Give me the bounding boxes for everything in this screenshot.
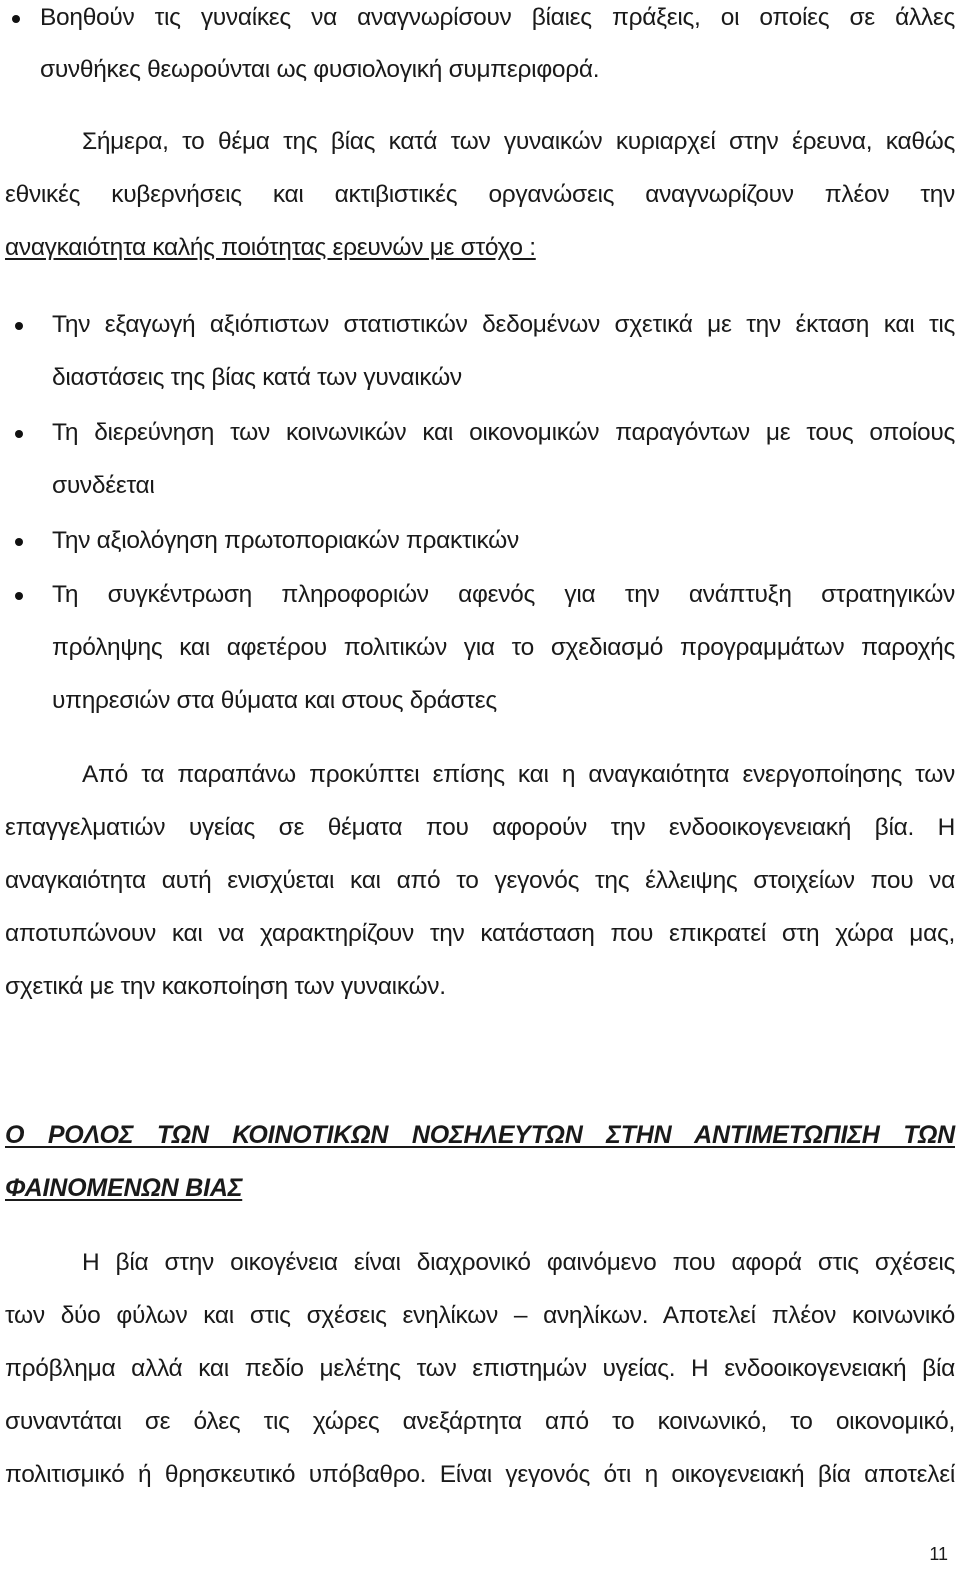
- bullet-marker: [15, 538, 23, 546]
- paragraph3-line-4: συναντάται σε όλες τις χώρες ανεξάρτητα από το κοινωνικό, το οικονομικό,: [5, 1408, 955, 1435]
- goal-1-line-2: διαστάσεις της βίας κατά των γυναικών: [52, 364, 462, 391]
- paragraph1-line-1: Σήμερα, το θέμα της βίας κατά των γυναικών κυριαρχεί στην έρευνα, καθώς: [82, 128, 955, 155]
- goal-4-line-2: πρόληψης και αφετέρου πολιτικών για το σχεδιασμό προγραμμάτων παροχής: [52, 634, 955, 661]
- goal-2-line-1: Τη διερεύνηση των κοινωνικών και οικονομικών παραγόντων με τους οποίους: [52, 419, 955, 446]
- paragraph2-line-5: σχετικά με την κακοποίηση των γυναικών.: [5, 973, 446, 1000]
- intro-bullet-line-2: συνθήκες θεωρούνται ως φυσιολογική συμπεριφορά.: [40, 56, 600, 83]
- paragraph1-line-2: εθνικές κυβερνήσεις και ακτιβιστικές οργανώσεις αναγνωρίζουν πλέον την: [5, 181, 955, 208]
- bullet-marker: [15, 430, 23, 438]
- paragraph1-line-3: αναγκαιότητα καλής ποιότητας ερευνών με στόχο :: [5, 234, 536, 261]
- paragraph3-line-2: των δύο φύλων και στις σχέσεις ενηλίκων – ανηλίκων. Αποτελεί πλέον κοινωνικό: [5, 1302, 955, 1329]
- paragraph2-line-4: αποτυπώνουν και να χαρακτηρίζουν την κατάσταση που επικρατεί στη χώρα μας,: [5, 920, 955, 947]
- bullet-marker: [12, 15, 20, 23]
- section-heading-line-1: Ο ΡΟΛΟΣ ΤΩΝ ΚΟΙΝΟΤΙΚΩΝ ΝΟΣΗΛΕΥΤΩΝ ΣΤΗΝ ΑΝΤΙΜΕΤΩΠΙΣΗ ΤΩΝ: [5, 1121, 955, 1149]
- page-number: 11: [929, 1544, 948, 1564]
- goal-1-line-1: Την εξαγωγή αξιόπιστων στατιστικών δεδομένων σχετικά με την έκταση και τις: [52, 311, 955, 338]
- goal-4-line-1: Τη συγκέντρωση πληροφοριών αφενός για την ανάπτυξη στρατηγικών: [52, 581, 955, 608]
- goal-4-line-3: υπηρεσιών στα θύματα και στους δράστες: [52, 687, 497, 714]
- intro-bullet-line-1: Βοηθούν τις γυναίκες να αναγνωρίσουν βίαιες πράξεις, οι οποίες σε άλλες: [40, 4, 955, 31]
- paragraph2-line-2: επαγγελματιών υγείας σε θέματα που αφορούν την ενδοοικογενειακή βία. Η: [5, 814, 955, 841]
- bullet-marker: [15, 592, 23, 600]
- paragraph3-line-1: Η βία στην οικογένεια είναι διαχρονικό φαινόμενο που αφορά στις σχέσεις: [82, 1249, 955, 1276]
- paragraph3-line-3: πρόβλημα αλλά και πεδίο μελέτης των επιστημών υγείας. Η ενδοοικογενειακή βία: [5, 1355, 955, 1382]
- bullet-marker: [15, 322, 23, 330]
- paragraph2-line-1: Από τα παραπάνω προκύπτει επίσης και η αναγκαιότητα ενεργοποίησης των: [82, 761, 955, 788]
- paragraph2-line-3: αναγκαιότητα αυτή ενισχύεται και από το γεγονός της έλλειψης στοιχείων που να: [5, 867, 955, 894]
- goal-3-line-1: Την αξιολόγηση πρωτοποριακών πρακτικών: [52, 527, 519, 554]
- paragraph3-line-5: πολιτισμικό ή θρησκευτικό υπόβαθρο. Είναι γεγονός ότι η οικογενειακή βία αποτελεί: [5, 1461, 955, 1488]
- section-heading-line-2: ΦΑΙΝΟΜΕΝΩΝ ΒΙΑΣ: [5, 1174, 243, 1202]
- goal-2-line-2: συνδέεται: [52, 472, 155, 499]
